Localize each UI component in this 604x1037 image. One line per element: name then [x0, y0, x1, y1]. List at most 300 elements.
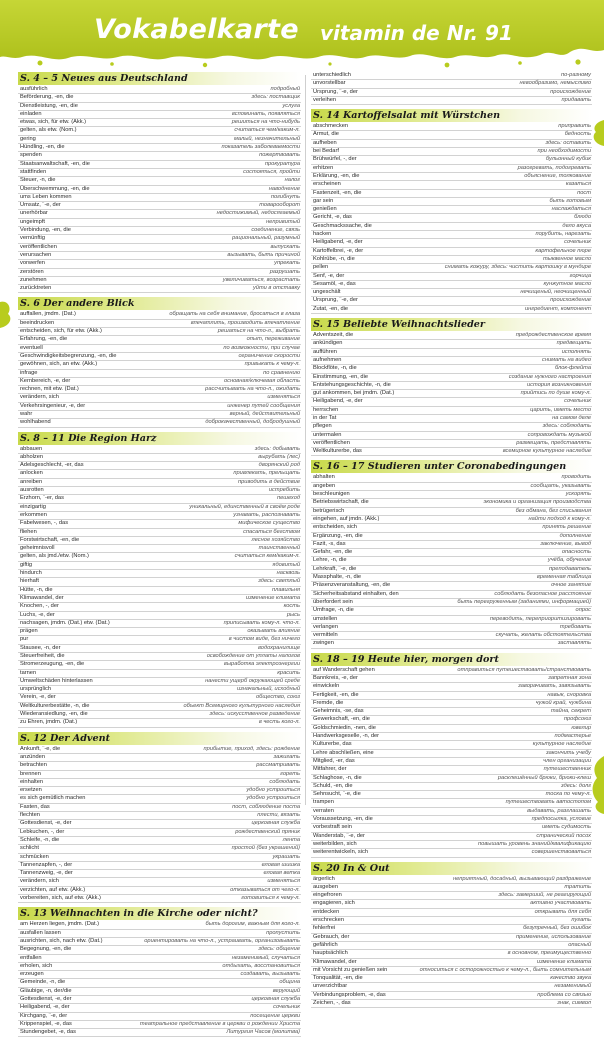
russian-translation: приписывать кому-л. что-л.	[223, 619, 300, 626]
vocab-row	[18, 487, 301, 495]
russian-translation: вспоминать, появляться	[231, 110, 300, 117]
russian-translation: рысь	[286, 611, 300, 618]
russian-translation: бульонный кубик	[545, 156, 591, 163]
german-term: herrschen	[313, 406, 339, 413]
vocab-row	[311, 248, 592, 256]
german-term: Knochen, -, der	[20, 603, 59, 610]
german-term: pellen	[313, 264, 329, 271]
german-term: mit Vorsicht zu genießen sein	[313, 966, 388, 973]
russian-translation: лесное хозяйство	[251, 536, 300, 543]
vocab-row	[18, 479, 301, 487]
vocab-section	[18, 907, 301, 1037]
vocab-row	[18, 678, 301, 686]
vocab-row	[311, 816, 592, 824]
german-term: Fazit, -s, das	[313, 540, 346, 547]
russian-translation: знак, символ	[557, 999, 591, 1006]
german-term: erhitzen	[313, 164, 334, 171]
vocab-section	[18, 432, 301, 728]
german-term: Fastenzeit, -en, die	[313, 189, 362, 196]
russian-translation: театральное представление в церкви о рождении Христа	[139, 1020, 300, 1027]
german-term: beschleunigen	[313, 491, 350, 498]
german-term: Lehre, -n, die	[313, 557, 347, 564]
vocab-section	[311, 318, 592, 456]
german-term: Kohlrübe, -n, die	[313, 255, 355, 262]
vocab-row	[311, 632, 592, 640]
german-term: Armut, die	[313, 131, 339, 138]
vocab-row	[18, 837, 301, 845]
vocab-row	[18, 779, 301, 787]
russian-translation: сообщать, указывать	[530, 482, 591, 489]
vocab-row	[311, 775, 592, 783]
russian-translation: показатель заболеваемости	[221, 144, 300, 151]
vocab-row	[18, 161, 301, 169]
vocab-row	[18, 887, 301, 895]
vocab-row	[311, 700, 592, 708]
german-term: entscheiden, sich, für etw. (Akk.)	[20, 328, 102, 335]
vocab-row	[18, 545, 301, 553]
vocab-section	[311, 72, 592, 105]
german-term: veröffentlichen	[20, 243, 57, 250]
russian-translation: расклешённый брюки, брюки-клеш	[497, 774, 591, 781]
german-term: Umweltschäden hinterlassen	[20, 677, 93, 684]
vocab-row	[18, 169, 301, 177]
vocab-row	[18, 244, 301, 252]
vocab-row	[311, 524, 592, 532]
vocab-row	[311, 959, 592, 967]
vocab-row	[18, 895, 301, 903]
german-term: Sicherheitsabstand einhalten, den	[313, 590, 399, 597]
russian-translation: уйти в отставку	[252, 285, 300, 292]
german-term: Heiligabend, -e, der	[313, 398, 363, 405]
vocab-row	[311, 273, 592, 281]
german-term: verursachen	[20, 251, 52, 258]
vocab-row	[18, 804, 301, 812]
german-term: Stundengebet, -e, das	[20, 1029, 76, 1036]
vocab-row	[311, 783, 592, 791]
vocab-row	[311, 239, 592, 247]
german-term: rechnen, mit etw. (Dat.)	[20, 386, 79, 393]
russian-translation: предвещать	[556, 340, 591, 347]
vocab-row	[18, 403, 301, 411]
german-term: Geheimnis, -se, das	[313, 708, 364, 715]
german-term: Klimawandel, der	[20, 594, 64, 601]
russian-translation: открывать для себя	[534, 908, 591, 915]
russian-translation: дело вкуса	[562, 222, 591, 229]
russian-translation: разогревать, подогревать	[517, 164, 591, 171]
german-term: einladen	[20, 110, 42, 117]
vocab-row	[18, 285, 301, 293]
vocab-row	[311, 975, 592, 983]
russian-translation: освобождение от уплаты налогов	[206, 653, 300, 659]
russian-translation: вырубать (лес)	[258, 453, 300, 460]
vocab-row	[18, 86, 301, 94]
russian-translation: опасный	[568, 941, 591, 948]
russian-translation: верный, действительный	[229, 410, 300, 417]
german-term: ärgerlich	[313, 875, 335, 882]
german-term: Beförderung, -en, die	[20, 94, 74, 101]
german-term: genießen	[313, 206, 337, 213]
german-term: Lebkuchen, -, der	[20, 828, 65, 835]
russian-translation: Литургия Часов (молитва)	[226, 1029, 300, 1036]
german-term: verlangen	[313, 623, 338, 630]
german-term: engagieren, sich	[313, 900, 355, 907]
german-term: Zutat, -en, die	[313, 305, 349, 312]
german-term: Entstehungsgeschichte, -n, die	[313, 381, 391, 388]
vocab-row	[311, 616, 592, 624]
russian-translation: учёба, обучение	[547, 557, 591, 564]
german-term: ersetzen	[20, 787, 42, 794]
german-term: Tannenzweig, -e, der	[20, 870, 73, 877]
russian-translation: быть готовым	[549, 197, 591, 204]
german-term: giftig	[20, 561, 33, 568]
russian-translation: ингредиент, компонент	[525, 305, 591, 312]
german-term: gewöhnen, sich, an etw. (Akk.)	[20, 361, 98, 368]
russian-translation: инженер путей сообщения	[227, 402, 300, 409]
german-term: unverzichtbar	[313, 983, 348, 990]
russian-translation: опыт, переживание	[246, 336, 300, 343]
vocab-row	[311, 374, 592, 382]
german-term: erzeugen	[20, 971, 44, 978]
russian-translation: изменение климата	[536, 958, 591, 965]
vocab-row	[18, 719, 301, 727]
german-term: zwingen	[313, 640, 334, 647]
russian-translation: обращать на себя внимание, бросаться в глаза	[169, 311, 300, 318]
russian-translation: впечатлить, производить впечатление	[190, 319, 300, 326]
german-term: Erfahrung, -en, die	[20, 336, 68, 343]
vocab-row	[311, 992, 592, 1000]
german-term: weiterentwickeln, sich	[313, 849, 369, 856]
russian-translation: приправить	[558, 123, 591, 130]
green-splat-decoration	[588, 756, 604, 814]
german-term: Stausee, -n, der	[20, 644, 61, 651]
vocab-row	[18, 921, 301, 929]
russian-translation: церковная служба	[251, 820, 300, 827]
russian-translation: быть дорогим, важным для кого-л.	[205, 921, 300, 928]
vocab-row	[311, 692, 592, 700]
german-term: schlicht	[20, 845, 39, 852]
vocab-row	[311, 716, 592, 724]
russian-translation: опасность	[561, 549, 591, 556]
russian-translation: оказывать влияние	[247, 628, 300, 635]
german-term: Fasten, das	[20, 803, 50, 810]
german-term: Wiederansiedlung, -en, die	[20, 711, 88, 718]
vocab-row	[311, 833, 592, 841]
vocab-row	[18, 419, 301, 427]
russian-translation: качество звука	[550, 975, 591, 982]
vocab-row	[18, 94, 301, 102]
german-term: fliehen	[20, 528, 37, 535]
russian-translation: красить	[277, 669, 300, 676]
german-term: entscheiden, sich	[313, 524, 357, 531]
vocab-row	[311, 131, 592, 139]
vocab-row	[311, 198, 592, 206]
russian-translation: сочельник	[273, 1004, 300, 1011]
russian-translation: профсоюз	[563, 716, 591, 723]
russian-translation: создавать, вызывать	[240, 971, 300, 978]
vocab-row	[311, 173, 592, 181]
russian-translation: изменяться	[267, 878, 300, 885]
russian-translation: здесь: светлый	[258, 578, 300, 585]
vocab-row	[18, 495, 301, 503]
vocab-row	[311, 156, 592, 164]
russian-translation: сочельник	[564, 239, 591, 246]
german-term: Verkehrsingenieur, -e, der	[20, 402, 86, 409]
vocab-row	[311, 900, 592, 908]
vocab-row	[18, 378, 301, 386]
vocab-row	[311, 165, 592, 173]
german-term: vorbereiten, sich, auf etw. (Akk.)	[20, 895, 101, 902]
russian-translation: нечищеный, неочищенный	[520, 289, 591, 296]
german-term: flechten	[20, 812, 40, 819]
russian-translation: готовиться к чему-л.	[241, 895, 300, 902]
german-term: brennen	[20, 770, 41, 777]
vocab-row	[311, 733, 592, 741]
german-term: ungeschält	[313, 289, 341, 296]
german-term: pflegen	[313, 423, 332, 430]
german-term: hindurch	[20, 570, 42, 577]
russian-translation: заключение, вывод	[540, 540, 591, 547]
vocab-row	[18, 578, 301, 586]
german-term: Kernbereich, -e, der	[20, 377, 71, 384]
russian-translation: нанести ущерб окружающей среде	[205, 677, 300, 684]
russian-translation: по возможности, при случае	[223, 344, 300, 351]
vocab-row	[311, 849, 592, 857]
russian-translation: проблема со связью	[537, 991, 591, 998]
russian-translation: запретная зона	[548, 675, 591, 681]
german-term: vorwerfen	[20, 260, 45, 267]
vocab-row	[18, 152, 301, 160]
russian-translation: гореть	[280, 770, 300, 777]
vocab-row	[311, 599, 592, 607]
vocab-section	[18, 72, 301, 293]
vocab-row	[18, 103, 301, 111]
vocab-row	[18, 870, 301, 878]
russian-translation: кость	[283, 603, 300, 610]
vocab-row	[18, 746, 301, 754]
german-term: Erklärung, -en, die	[313, 172, 360, 179]
russian-translation: привлекать, прельщать	[233, 470, 300, 477]
russian-translation: картофельное пюре	[535, 247, 591, 254]
vocab-row	[311, 423, 592, 431]
russian-translation: относиться с осторожностью к чему-л., быть сомнительным	[419, 966, 591, 973]
german-term: Gemeinde, -n, die	[20, 979, 66, 986]
vocab-row	[18, 111, 301, 119]
russian-translation: горчица	[569, 272, 591, 279]
russian-translation: прийтись по душе кому-л.	[520, 390, 591, 397]
german-term: stattfinden	[20, 168, 47, 175]
vocab-row	[311, 231, 592, 239]
vocab-row	[311, 256, 592, 264]
german-term: zurücktreten	[20, 285, 52, 292]
russian-translation: незаменимый	[554, 983, 591, 990]
vocab-row	[18, 504, 301, 512]
russian-translation: сопровождать музыкой	[527, 431, 591, 438]
vocab-row	[18, 394, 301, 402]
russian-translation: здесь: замерший, не реагирующий	[498, 892, 591, 899]
vocab-row	[18, 1029, 301, 1037]
german-term: spenden	[20, 152, 42, 159]
russian-translation: непривитый	[266, 218, 300, 225]
vocab-row	[311, 491, 592, 499]
vocab-row	[311, 750, 592, 758]
vocab-row	[18, 144, 301, 152]
vocab-row	[18, 771, 301, 779]
german-term: Heiligabend, -e, der	[313, 239, 363, 246]
section-heading: S. 18 – 19 Heute hier, morgen dort	[311, 653, 592, 666]
russian-translation: здесь: поставщик	[251, 94, 300, 101]
vocab-row	[311, 214, 592, 222]
russian-translation: в чистом виде, без ничего	[228, 636, 300, 643]
german-term: Sehnsucht, ¨-e, die	[313, 791, 361, 798]
german-term: Fabelwesen, -, das	[20, 520, 69, 527]
russian-translation: объяснение, толкование	[524, 172, 591, 179]
german-term: Steuerfreiheit, die	[20, 653, 65, 659]
russian-translation: пост	[577, 189, 591, 196]
russian-translation: мифическое существо	[238, 520, 300, 527]
russian-translation: прибытие, приход, здесь: рождение	[203, 745, 300, 752]
vocab-row	[18, 386, 301, 394]
german-term: erschrecken	[313, 917, 344, 924]
page-title: Vokabelkarte	[94, 14, 299, 45]
vocab-section	[311, 460, 592, 648]
russian-translation: царить, иметь место	[530, 406, 591, 413]
german-term: Einstimmung, -en, die	[313, 373, 369, 380]
russian-translation: блок-флейта	[554, 365, 591, 372]
german-term: Fremde, die	[313, 699, 344, 706]
german-term: aufführen	[313, 348, 337, 355]
vocab-row	[311, 72, 592, 80]
vocab-row	[18, 812, 301, 820]
russian-translation: состояться, пройти	[243, 168, 300, 175]
german-term: gefährlich	[313, 941, 338, 948]
vocab-row	[18, 620, 301, 628]
vocab-row	[311, 516, 592, 524]
vocab-row	[311, 415, 592, 423]
vocab-row	[311, 667, 592, 675]
german-term: Gottesdienst, -e, der	[20, 995, 72, 1002]
german-term: vernünftig	[20, 235, 45, 242]
german-term: eingehen, auf jmdn. (Akk.)	[313, 515, 380, 522]
vocab-row	[18, 562, 301, 570]
vocab-row	[18, 177, 301, 185]
german-term: Schlaghose, -n, die	[313, 774, 362, 781]
russian-translation: таинственный	[258, 545, 300, 552]
vocab-column-left	[18, 72, 301, 1036]
german-term: Goldschmiedin, -nen, die	[313, 724, 376, 731]
russian-translation: применение, использование	[515, 933, 591, 940]
german-term: Fertigkeit, -en, die	[313, 691, 359, 698]
german-term: Tannenzapfen, -, der	[20, 861, 73, 868]
russian-translation: принять решение	[542, 524, 591, 531]
vocab-row	[18, 277, 301, 285]
vocab-row	[18, 328, 301, 336]
vocab-row	[311, 683, 592, 691]
vocab-row	[18, 955, 301, 963]
german-term: einzigartig	[20, 503, 46, 510]
vocab-row	[311, 340, 592, 348]
russian-translation: приводить в действие	[238, 478, 300, 485]
vocab-row	[311, 390, 592, 398]
vocab-row	[18, 454, 301, 462]
vocab-row	[18, 462, 301, 470]
russian-translation: пост, соблюдение поста	[232, 803, 300, 810]
russian-translation: прокуратура	[264, 160, 300, 167]
russian-translation: разрушать	[269, 268, 300, 275]
vocab-row	[311, 725, 592, 733]
german-term: Gericht, -e, das	[313, 214, 352, 221]
russian-translation: сочельник	[564, 398, 591, 405]
russian-translation: тайна, секрет	[550, 708, 591, 715]
german-term: unerhörbar	[20, 210, 48, 217]
vocab-row	[18, 636, 301, 644]
russian-translation: закончить учебу	[545, 749, 591, 756]
russian-translation: украшать	[272, 853, 300, 860]
german-term: gelten, als jmd./etw. (Nom.)	[20, 553, 89, 560]
vocab-row	[311, 264, 592, 272]
russian-translation: пугать	[571, 917, 591, 924]
vocab-row	[311, 357, 592, 365]
vocab-row	[311, 181, 592, 189]
russian-translation: член организации	[543, 757, 591, 764]
russian-translation: налог	[284, 177, 300, 184]
german-term: ursprünglich	[20, 686, 51, 693]
german-term: Stromerzeugung, -en, die	[20, 661, 85, 668]
russian-translation: простой (без украшений)	[231, 845, 300, 852]
russian-translation: переводить, переприоритизировать	[489, 615, 591, 622]
german-term: einhalten	[20, 778, 44, 785]
german-term: aufnehmen	[313, 356, 342, 363]
russian-translation: иметь судимость	[541, 824, 591, 831]
german-term: Ursprung, ¨-e, der	[313, 297, 358, 304]
russian-translation: невообразимо, немыслимо	[519, 80, 591, 87]
russian-translation: удобно устроиться	[246, 787, 300, 794]
russian-translation: изменение климата	[245, 594, 300, 601]
vocab-row	[311, 909, 592, 917]
vocab-section	[311, 862, 592, 1009]
russian-translation: наводнение	[268, 185, 300, 192]
vocab-row	[311, 97, 592, 105]
german-term: Weltkulturerbestätte, -n, die	[20, 702, 90, 709]
vocab-row	[311, 808, 592, 816]
german-term: unterschiedlich	[313, 72, 351, 78]
german-term: Kirchgang, ¨-e, der	[20, 1012, 68, 1019]
russian-translation: товарооборот	[259, 202, 300, 209]
german-term: Senf, -e, der	[313, 272, 345, 279]
russian-translation: соблюдать	[269, 778, 300, 785]
section-heading: S. 15 Beliebte Weihnachtslieder	[311, 318, 592, 331]
german-term: Handwerksgeselle, -n, der	[313, 733, 380, 740]
german-term: auf Wanderschaft gehen	[313, 666, 375, 673]
vocab-row	[311, 474, 592, 482]
german-term: Forstwirtschaft, -en, die	[20, 536, 80, 543]
vocab-row	[18, 854, 301, 862]
section-heading: S. 12 Der Advent	[18, 732, 301, 745]
russian-translation: основная/ключевая область	[223, 377, 300, 384]
russian-translation: ориентировать на что-л., устраивать, организовывать	[144, 937, 300, 944]
header-background	[0, 0, 604, 70]
vocab-row	[311, 566, 592, 574]
russian-translation: повышать уровень знаний/квалификацию	[478, 840, 591, 847]
german-term: ungeimpft	[20, 218, 45, 225]
russian-translation: происхождение	[550, 297, 591, 304]
vocab-row	[18, 353, 301, 361]
russian-translation: дворянский род	[258, 462, 300, 469]
russian-translation: проводить	[561, 474, 591, 481]
russian-translation: пропустить	[266, 929, 300, 936]
german-term: Hütte, -n, die	[20, 586, 53, 593]
russian-translation: в честь кого-л.	[258, 719, 300, 726]
russian-translation: выработка электроэнергии	[223, 661, 300, 668]
